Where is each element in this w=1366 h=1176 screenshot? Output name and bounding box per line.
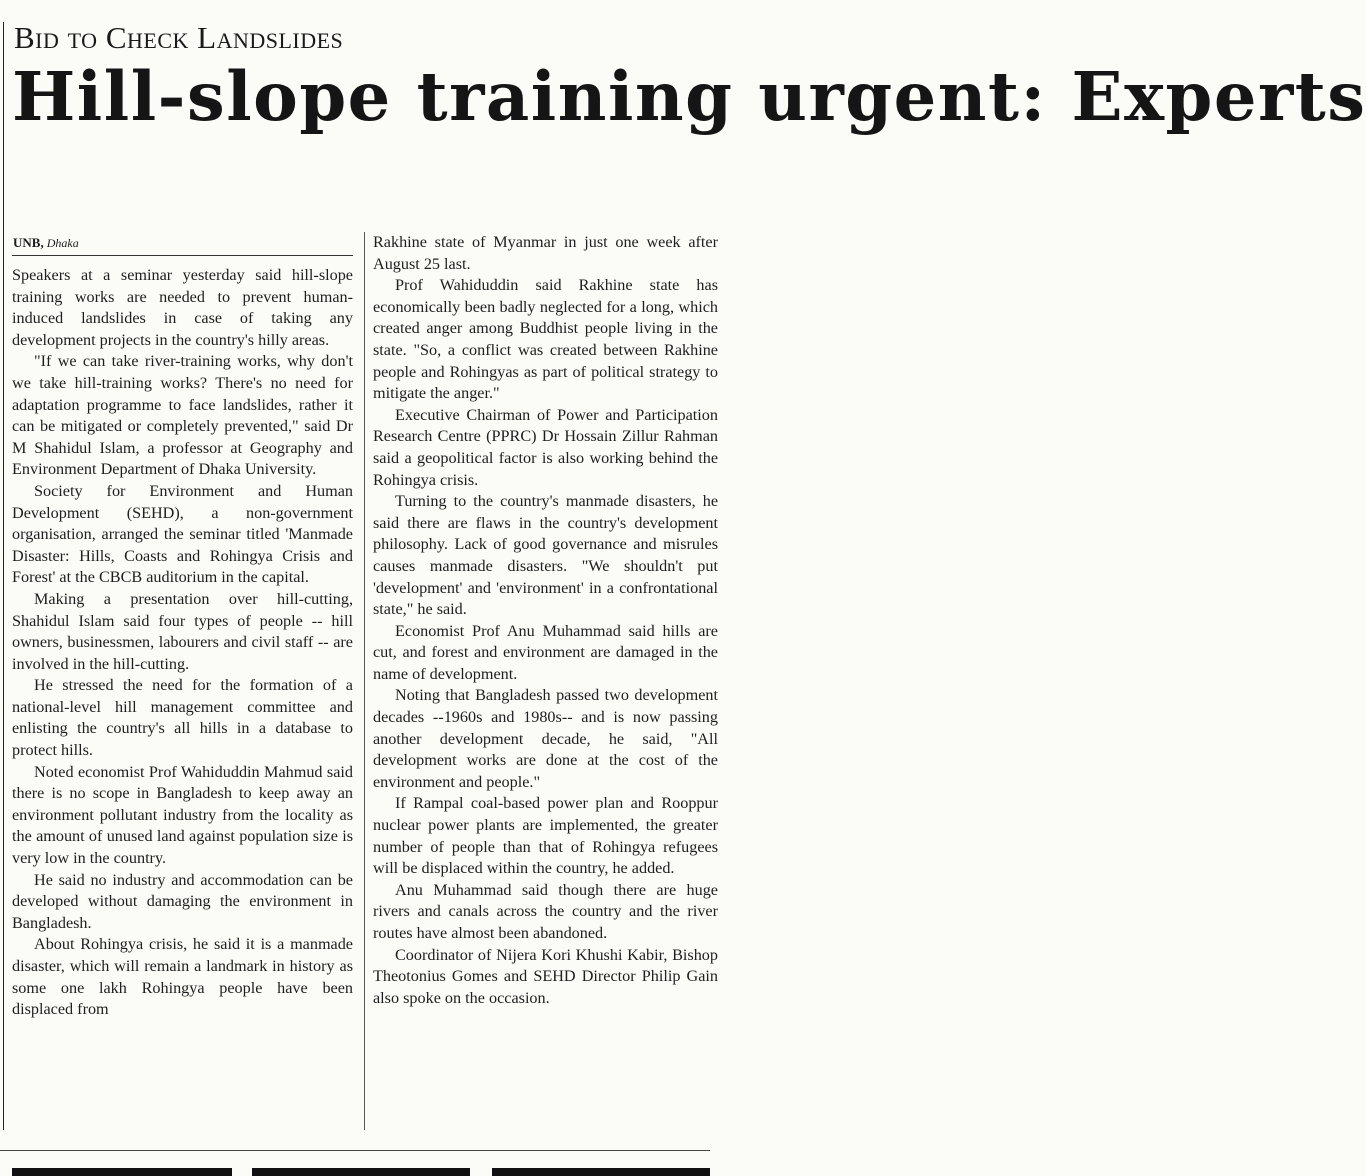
- headline: Hill-slope training urgent: Experts: [12, 57, 1366, 136]
- kicker: Bid to Check Landslides: [14, 20, 344, 55]
- footer-bar: [12, 1168, 232, 1176]
- article-column-1: [12, 265, 353, 1021]
- paragraph: Noting that Bangladesh passed two development decades --1960s and 1980s-- and is now passing another development decade, he said, "All development works are done at the cost of the environment and people.": [373, 686, 718, 791]
- paragraph: He stressed the need for the formation of a national-level hill management committee and enlisting the country's all hills in a database to protect hills.: [12, 676, 353, 760]
- byline-rule: [12, 255, 353, 256]
- paragraph: Speakers at a seminar yesterday said hill-slope training works are needed to prevent human-induced landslides in case of taking any development projects in the country's hilly areas.: [12, 266, 353, 349]
- footer-bar: [492, 1168, 710, 1176]
- byline-place: Dhaka: [46, 236, 79, 250]
- article-column-2: [373, 232, 718, 1009]
- paragraph: Prof Wahiduddin said Rakhine state has economically been badly neglected for a long, which created anger among Buddhist people living in the state. "So, a conflict was created between Rakhine people and Rohingyas as part of political strategy to mitigate the anger.": [373, 276, 718, 403]
- paragraph: Rakhine state of Myanmar in just one week after August 25 last.: [373, 233, 718, 273]
- paragraph: Society for Environment and Human Development (SEHD), a non-government organisation, arranged the seminar titled 'Manmade Disaster: Hills, Coasts and Rohingya Crisis and Forest' at the CBCB auditorium in the capital.: [12, 481, 353, 587]
- left-border-rule: [3, 22, 4, 1130]
- paragraph: Noted economist Prof Wahiduddin Mahmud said there is no scope in Bangladesh to keep away an environment pollutant industry from the locality as the amount of unused land against population size is very low in the country.: [12, 762, 353, 868]
- byline: [13, 235, 79, 251]
- paragraph: About Rohingya crisis, he said it is a manmade disaster, which will remain a landmark in history as some one lakh Rohingya people have been displaced from: [12, 935, 353, 1019]
- paragraph: "If we can take river-training works, why don't we take hill-training works? There's no need for adaptation programme to face landslides, rather it can be mitigated or completely prevented," said Dr M Shahidul Islam, a professor at Geography and Environment Department of Dhaka University.: [12, 352, 353, 479]
- paragraph: Anu Muhammad said though there are huge rivers and canals across the country and the river routes have almost been abandoned.: [373, 880, 718, 942]
- footer-rule: [0, 1150, 710, 1151]
- paragraph: Coordinator of Nijera Kori Khushi Kabir, Bishop Theotonius Gomes and SEHD Director Philip Gain also spoke on the occasion.: [373, 945, 718, 1007]
- paragraph: He said no industry and accommodation can be developed without damaging the environment in Bangladesh.: [12, 870, 353, 932]
- paragraph: Making a presentation over hill-cutting, Shahidul Islam said four types of people -- hill owners, businessmen, labourers and civil staff -- are involved in the hill-cutting.: [12, 589, 353, 673]
- paragraph: If Rampal coal-based power plan and Rooppur nuclear power plants are implemented, the greater number of people than that of Rohingya refugees will be displaced within the country, he added.: [373, 794, 718, 878]
- byline-agency: UNB,: [13, 235, 44, 250]
- paragraph: Executive Chairman of Power and Participation Research Centre (PPRC) Dr Hossain Zillur Rahman said a geopolitical factor is also working behind the Rohingya crisis.: [373, 405, 718, 489]
- footer-bar: [252, 1168, 470, 1176]
- paragraph: Turning to the country's manmade disasters, he said there are flaws in the country's development philosophy. Lack of good governance and misrules causes manmade disasters. "We shouldn't put 'development' and 'environment' in a confrontational state," he said.: [373, 492, 718, 619]
- column-divider: [364, 232, 365, 1130]
- paragraph: Economist Prof Anu Muhammad said hills are cut, and forest and environment are damaged in the name of development.: [373, 621, 718, 683]
